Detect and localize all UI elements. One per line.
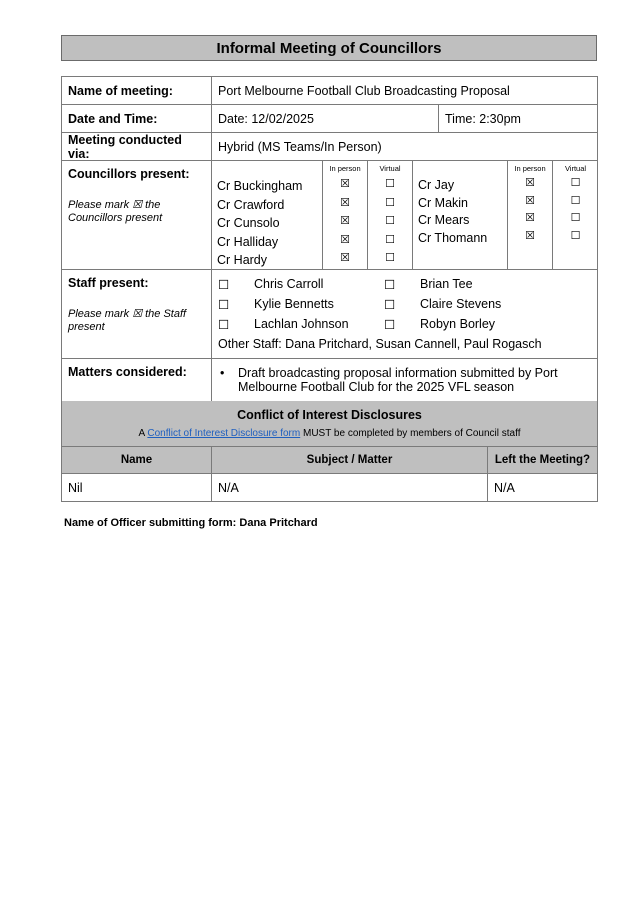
in-person-checkbox[interactable]: ☒	[525, 229, 535, 242]
header-subject: Subject / Matter	[212, 447, 488, 473]
date-time-label: Date and Time:	[62, 105, 212, 132]
matters-list-item	[218, 366, 591, 394]
in-person-header: In person	[329, 164, 361, 173]
conflict-of-interest-table	[61, 401, 598, 502]
conducted-via-label: Meeting conducted via:	[62, 133, 212, 160]
conflict-form-link[interactable]: Conflict of Interest Disclosure form	[147, 428, 301, 439]
meeting-name-row	[62, 77, 597, 105]
virtual-column-right	[553, 161, 598, 269]
councillor-name: Cr Makin	[418, 195, 469, 210]
in-person-column-left	[323, 161, 368, 269]
staff-checkbox[interactable]: ☐	[384, 297, 396, 312]
councillor-name: Cr Thomann	[418, 230, 488, 245]
councillor-name: Cr Buckingham	[217, 179, 303, 193]
in-person-checkbox[interactable]: ☒	[525, 212, 535, 224]
councillor-name: Cr Jay	[418, 178, 455, 192]
header-left-meeting: Left the Meeting?	[494, 454, 591, 466]
staff-list	[212, 270, 597, 358]
councillor-name: Cr Hardy	[217, 253, 268, 267]
staff-checkbox[interactable]: ☐	[218, 277, 230, 292]
conflict-header	[62, 401, 597, 447]
staff-checkbox[interactable]: ☐	[384, 277, 396, 292]
virtual-checkbox[interactable]: ☐	[385, 196, 395, 209]
councillors-note: Please mark ☒ the Councillors present	[68, 199, 163, 224]
councillor-name: Cr Mears	[418, 213, 470, 227]
in-person-checkbox[interactable]: ☒	[340, 196, 350, 209]
conflict-suffix: MUST be completed by members of Council staff	[300, 428, 521, 439]
in-person-checkbox[interactable]: ☒	[340, 252, 350, 264]
councillor-name: Cr Crawford	[217, 197, 285, 212]
in-person-checkbox[interactable]: ☒	[340, 178, 350, 190]
councillor-names-right	[413, 161, 508, 269]
virtual-checkbox[interactable]: ☐	[570, 212, 581, 224]
virtual-checkbox[interactable]: ☐	[385, 178, 395, 190]
cell-name: Nil	[62, 474, 212, 501]
time-value: Time: 2:30pm	[445, 111, 521, 126]
councillors-label: Councillors present:	[68, 167, 190, 181]
virtual-column-left	[368, 161, 413, 269]
staff-list-row	[218, 294, 591, 314]
staff-list-row	[218, 274, 591, 294]
in-person-header: In person	[514, 164, 546, 173]
cell-left-meeting: N/A	[494, 480, 515, 495]
conflict-prefix: A	[138, 428, 148, 439]
councillor-names-left	[212, 161, 323, 269]
meeting-name-label: Name of meeting:	[62, 77, 212, 104]
page-title: Informal Meeting of Councillors	[61, 35, 597, 61]
councillor-name: Cr Cunsolo	[217, 216, 280, 230]
councillors-label-cell	[62, 161, 212, 269]
virtual-checkbox[interactable]: ☐	[385, 252, 395, 264]
other-staff: Other Staff: Dana Pritchard, Susan Cannell, Paul Rogasch	[218, 337, 542, 351]
submitting-officer: Name of Officer submitting form: Dana Pritchard	[64, 517, 318, 529]
staff-name: Claire Stevens	[420, 297, 502, 311]
staff-name: Lachlan Johnson	[254, 317, 349, 331]
staff-label: Staff present:	[68, 276, 149, 290]
matters-value	[212, 359, 597, 401]
conflict-table-header	[62, 447, 597, 474]
matters-row	[62, 359, 597, 401]
matters-label: Matters considered:	[62, 359, 212, 401]
staff-name: Chris Carroll	[254, 277, 324, 291]
conflict-title: Conflict of Interest Disclosures	[237, 408, 422, 422]
councillors-grid	[212, 161, 598, 269]
matters-item-text: Draft broadcasting proposal information submitted by Port Melbourne Football Club for the 2025 VFL season	[238, 366, 558, 394]
meeting-name-value: Port Melbourne Football Club Broadcasting Proposal	[218, 83, 510, 98]
in-person-checkbox[interactable]: ☒	[340, 233, 350, 246]
staff-name: Kylie Bennetts	[254, 297, 334, 311]
councillors-row	[62, 161, 597, 270]
date-value: Date: 12/02/2025	[212, 105, 439, 132]
staff-label-cell	[62, 270, 212, 358]
staff-name: Robyn Borley	[420, 317, 496, 331]
staff-checkbox[interactable]: ☐	[384, 317, 396, 332]
staff-checkbox[interactable]: ☐	[218, 297, 230, 312]
staff-note: Please mark ☒ the Staff present	[68, 308, 187, 333]
conflict-subtitle	[62, 428, 597, 439]
conducted-via-value: Hybrid (MS Teams/In Person)	[218, 139, 382, 154]
virtual-checkbox[interactable]: ☐	[385, 215, 395, 227]
virtual-checkbox[interactable]: ☐	[570, 229, 581, 242]
in-person-checkbox[interactable]: ☒	[525, 177, 535, 189]
in-person-checkbox[interactable]: ☒	[525, 194, 535, 207]
meeting-details-table	[61, 76, 598, 402]
staff-name: Brian Tee	[420, 277, 473, 291]
staff-list-row	[218, 314, 591, 334]
staff-checkbox[interactable]: ☐	[218, 317, 230, 332]
virtual-checkbox[interactable]: ☐	[385, 233, 395, 246]
in-person-checkbox[interactable]: ☒	[340, 215, 350, 227]
conducted-via-row	[62, 133, 597, 161]
table-row	[62, 474, 597, 501]
staff-row	[62, 270, 597, 359]
virtual-header: Virtual	[564, 164, 587, 173]
bullet-icon: •	[220, 366, 225, 380]
virtual-checkbox[interactable]: ☐	[570, 177, 581, 189]
virtual-checkbox[interactable]: ☐	[570, 194, 581, 207]
councillor-name: Cr Halliday	[217, 234, 279, 249]
in-person-column-right	[508, 161, 553, 269]
header-name: Name	[62, 447, 212, 473]
cell-subject: N/A	[212, 474, 488, 501]
date-time-row	[62, 105, 597, 133]
virtual-header: Virtual	[379, 164, 401, 173]
